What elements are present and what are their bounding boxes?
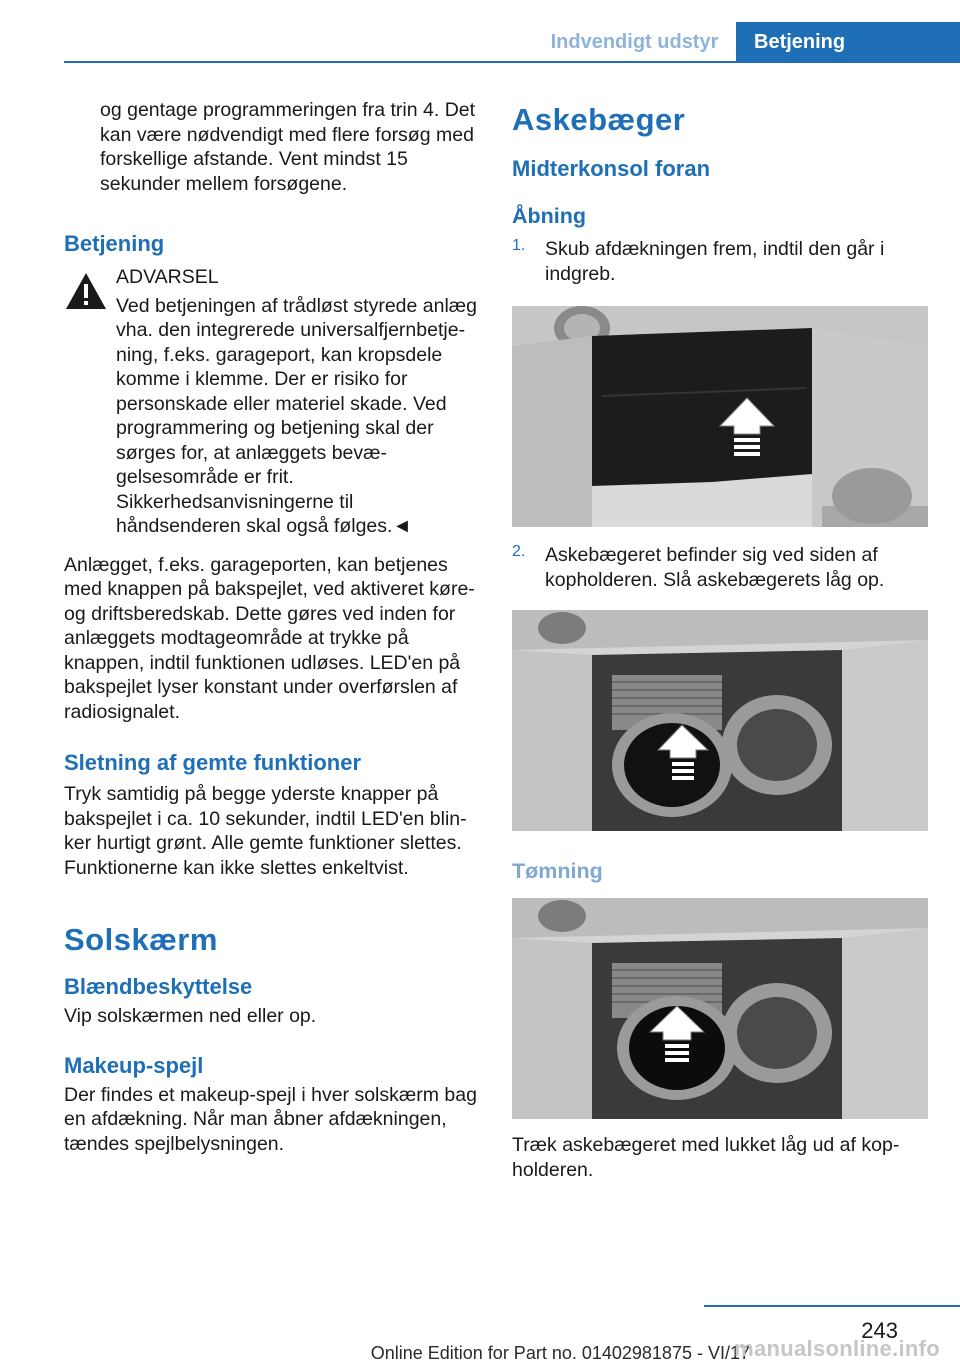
ashtray-removal-photo — [512, 898, 928, 1119]
console-cover-photo — [512, 306, 928, 527]
sletning-paragraph: Tryk samtidig på begge yderste knapper på bakspejlet i ca. 10 sekunder, indtil LED'en blinker hurtigt grønt. Alle gemte funktioner slettes. Funktionerne kan ikke slettes enkeltvist. — [64, 783, 467, 879]
betjening-heading: Betjening — [64, 231, 165, 256]
step-1-text: Skub afdækningen frem, indtil den går i indgreb. — [545, 238, 885, 285]
footer-rule — [704, 1305, 960, 1307]
tomning-paragraph: Træk askebægeret med lukket låg ud af kopholderen. — [512, 1134, 900, 1181]
sletning-heading: Sletning af gemte funktioner — [64, 750, 362, 775]
makeup-heading: Makeup-spejl — [64, 1052, 204, 1078]
step-2-text: Askebægeret befinder sig ved siden af kopholderen. Slå askebægerets låg op. — [545, 544, 885, 591]
warning-title: ADVARSEL — [116, 266, 219, 288]
right-column — [512, 98, 928, 1182]
header-chapter-tab: Betjening — [736, 22, 960, 63]
blaendbeskyttelse-paragraph: Vip solskærmen ned eller op. — [64, 1005, 317, 1027]
left-column — [64, 98, 480, 1156]
edition-text: Online Edition for Part no. 01402981875 - VI/17 — [370, 1343, 750, 1363]
step-1-number: 1. — [512, 237, 526, 254]
aabning-heading: Åbning — [512, 204, 587, 228]
ashtray-open-photo — [512, 610, 928, 831]
intro-paragraph: og gentage programmeringen fra trin 4. Det kan være nødvendigt med flere forsøg med forskellige afstande. Vent mindst 15 sekunder mellem forsøgene. — [100, 99, 476, 195]
midterkonsol-heading: Midterkonsol foran — [512, 156, 711, 181]
step-2 — [512, 543, 928, 592]
header-rule — [64, 61, 960, 63]
warning-text — [116, 294, 480, 539]
warning-body-text: Ved betjeningen af trådløst styrede anlæg vha. den integrerede universalfjernbetjening, f.eks. garageport, kan kropsdele komme i klemme. Der er risiko for personskade eller materiel skade. Ved programmering og betjening skal der sørges for, at anlæggets bevægelsesområde er frit. Sikkerhedsanvisningerne til håndsenderen skal også følges.◄ — [116, 294, 477, 537]
warning-triangle-icon — [64, 271, 108, 311]
betjening-paragraph: Anlægget, f.eks. garageporten, kan betjenes med knappen på bakspejlet, ved aktiveret køre- og driftsberedskab. Dette gøres ved inden for anlæggets modtageområde at trykke på knappen, indtil funktionen udløses. LED'en på bakspejlet lyser konstant under overførslen af radiosignalet. — [64, 553, 475, 723]
watermark: manualsonline.info — [734, 1336, 940, 1361]
header-section-tab: Indvendigt udstyr — [550, 31, 719, 53]
blaendbeskyttelse-heading: Blændbeskyttelse — [64, 974, 253, 999]
step-1 — [512, 237, 928, 286]
solskaerm-heading: Solskærm — [64, 922, 218, 957]
makeup-paragraph: Der findes et makeup-spejl i hver solskærm bag en afdækning. Når man åbner afdækningen, tændes spejlbelysningen. — [64, 1083, 477, 1155]
tomning-heading: Tømning — [512, 859, 603, 883]
page-number: 243 — [861, 1318, 898, 1343]
askebaeger-title: Askebæger — [512, 102, 686, 137]
warning-block — [64, 265, 480, 539]
step-2-number: 2. — [512, 543, 526, 560]
